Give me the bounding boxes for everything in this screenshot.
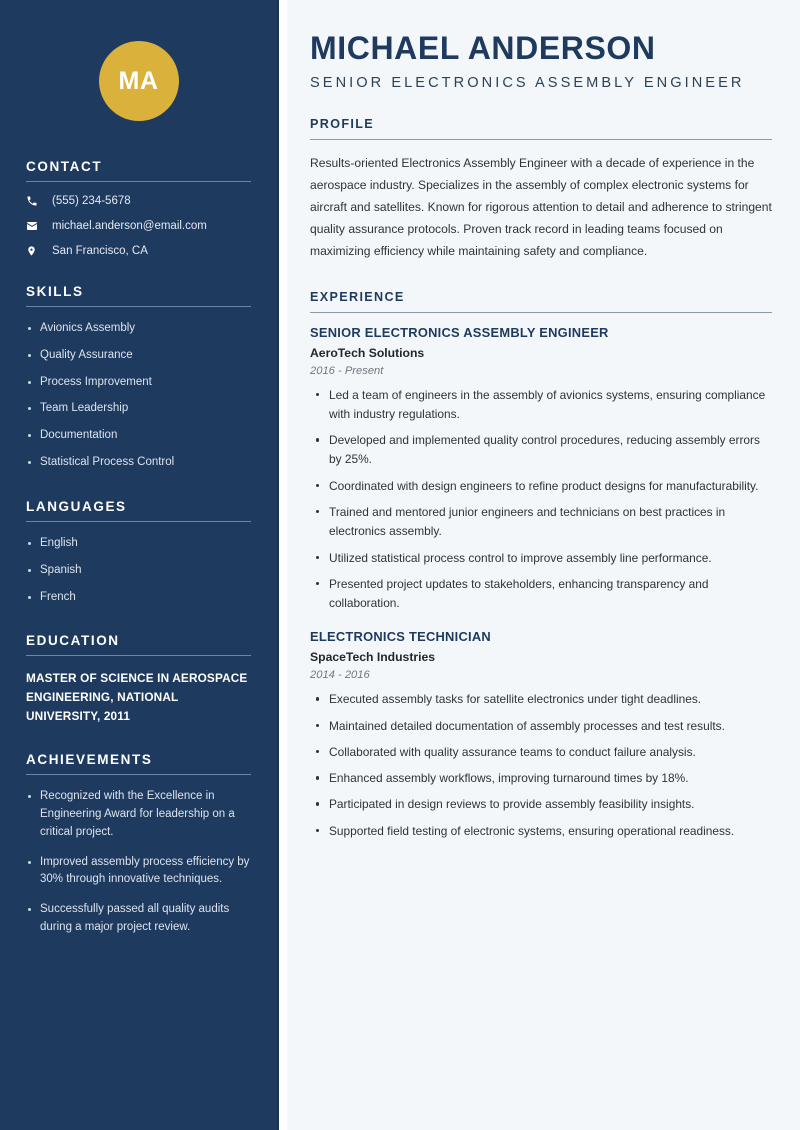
education-heading: EDUCATION: [26, 633, 120, 649]
list-item: Successfully passed all quality audits during a major project review.: [26, 901, 251, 937]
languages-divider: [26, 521, 251, 522]
skills-list: [26, 320, 251, 472]
languages-section: [26, 499, 251, 606]
list-item: Utilized statistical process control to improve assembly line performance.: [310, 549, 772, 568]
experience-heading: EXPERIENCE: [310, 289, 405, 304]
list-item: Process Improvement: [26, 374, 251, 392]
profile-section: [310, 117, 772, 262]
skills-heading: SKILLS: [26, 284, 84, 299]
skills-divider: [26, 306, 251, 307]
phone-icon: [26, 195, 46, 207]
achievements-list: [26, 788, 251, 937]
list-item: Developed and implemented quality control procedures, reducing assembly errors by 25%.: [310, 431, 772, 470]
list-item: Executed assembly tasks for satellite electronics under tight deadlines.: [310, 690, 772, 709]
skills-section: [26, 284, 251, 472]
experience-dates: 2014 - 2016: [310, 669, 370, 682]
contact-phone-value: (555) 234-5678: [52, 195, 131, 207]
list-item: Maintained detailed documentation of assembly processes and test results.: [310, 717, 772, 736]
education-entry: MASTER OF SCIENCE IN AEROSPACE ENGINEERING, NATIONAL UNIVERSITY, 2011: [26, 671, 248, 723]
list-item: Improved assembly process efficiency by 30% through innovative techniques.: [26, 854, 251, 890]
contact-location-value: San Francisco, CA: [52, 245, 148, 257]
profile-heading: PROFILE: [310, 116, 375, 131]
list-item: Enhanced assembly workflows, improving turnaround times by 18%.: [310, 769, 772, 788]
languages-heading: LANGUAGES: [26, 498, 127, 514]
experience-job-title: ELECTRONICS TECHNICIAN: [310, 629, 491, 645]
list-item: Team Leadership: [26, 400, 251, 418]
location-pin-icon: [26, 245, 46, 257]
experience-entry: [310, 325, 772, 614]
list-item: Recognized with the Excellence in Engineering Award for leadership on a critical project.: [26, 788, 251, 841]
list-item: French: [26, 589, 251, 607]
list-item: Presented project updates to stakeholders, enhancing transparency and collaboration.: [310, 575, 772, 614]
list-item: Statistical Process Control: [26, 454, 251, 472]
list-item: Quality Assurance: [26, 347, 251, 365]
contact-item-phone[interactable]: [26, 195, 251, 207]
contact-item-location[interactable]: [26, 245, 251, 257]
contact-divider: [26, 181, 251, 182]
profile-divider: [310, 139, 772, 140]
achievements-section: [26, 752, 251, 937]
experience-bullet-list: [310, 690, 772, 841]
contact-item-email[interactable]: [26, 220, 251, 232]
list-item: Spanish: [26, 562, 251, 580]
contact-section: [26, 159, 251, 257]
avatar-container: [26, 0, 251, 159]
experience-company: AeroTech Solutions: [310, 345, 425, 360]
education-section: [26, 633, 251, 725]
page-title: MICHAEL ANDERSON: [310, 30, 656, 66]
experience-bullet-list: [310, 386, 772, 614]
languages-list: [26, 535, 251, 606]
list-item: Avionics Assembly: [26, 320, 251, 338]
achievements-divider: [26, 774, 251, 775]
sidebar-gap-strip: [279, 0, 287, 1130]
experience-entry: [310, 629, 772, 841]
experience-job-title: SENIOR ELECTRONICS ASSEMBLY ENGINEER: [310, 324, 609, 340]
contact-heading: CONTACT: [26, 159, 103, 174]
headline-job-title: SENIOR ELECTRONICS ASSEMBLY ENGINEER: [310, 74, 745, 91]
education-divider: [26, 655, 251, 656]
list-item: Documentation: [26, 427, 251, 445]
list-item: Led a team of engineers in the assembly of avionics systems, ensuring compliance with industry regulations.: [310, 386, 772, 425]
list-item: Collaborated with quality assurance teams to conduct failure analysis.: [310, 743, 772, 762]
experience-divider: [310, 312, 772, 313]
profile-text: Results-oriented Electronics Assembly Engineer with a decade of experience in the aerospace industry. Specializes in the assembly of complex electronic systems for aircraft and satellites. Known for rigorous attention to detail and adherence to stringent quality assurance protocols. Proven track record in leading teams focused on maximizing efficiency while maintaining safety and compliance.: [310, 155, 772, 258]
list-item: Trained and mentored junior engineers and technicians on best practices in electronics assembly.: [310, 503, 772, 542]
list-item: Supported field testing of electronic systems, ensuring operational readiness.: [310, 822, 772, 841]
contact-list: [26, 195, 251, 257]
sidebar: [0, 0, 279, 1130]
experience-section: [310, 290, 772, 842]
main-content: [287, 0, 800, 1130]
experience-dates: 2016 - Present: [310, 364, 384, 377]
achievements-heading: ACHIEVEMENTS: [26, 752, 153, 768]
avatar-initials: MA: [99, 41, 179, 121]
envelope-icon: [26, 220, 46, 232]
list-item: Participated in design reviews to provide assembly feasibility insights.: [310, 795, 772, 814]
list-item: Coordinated with design engineers to refine product designs for manufacturability.: [310, 477, 772, 496]
experience-company: SpaceTech Industries: [310, 650, 436, 665]
list-item: English: [26, 535, 251, 553]
contact-email-value: michael.anderson@email.com: [52, 220, 207, 232]
